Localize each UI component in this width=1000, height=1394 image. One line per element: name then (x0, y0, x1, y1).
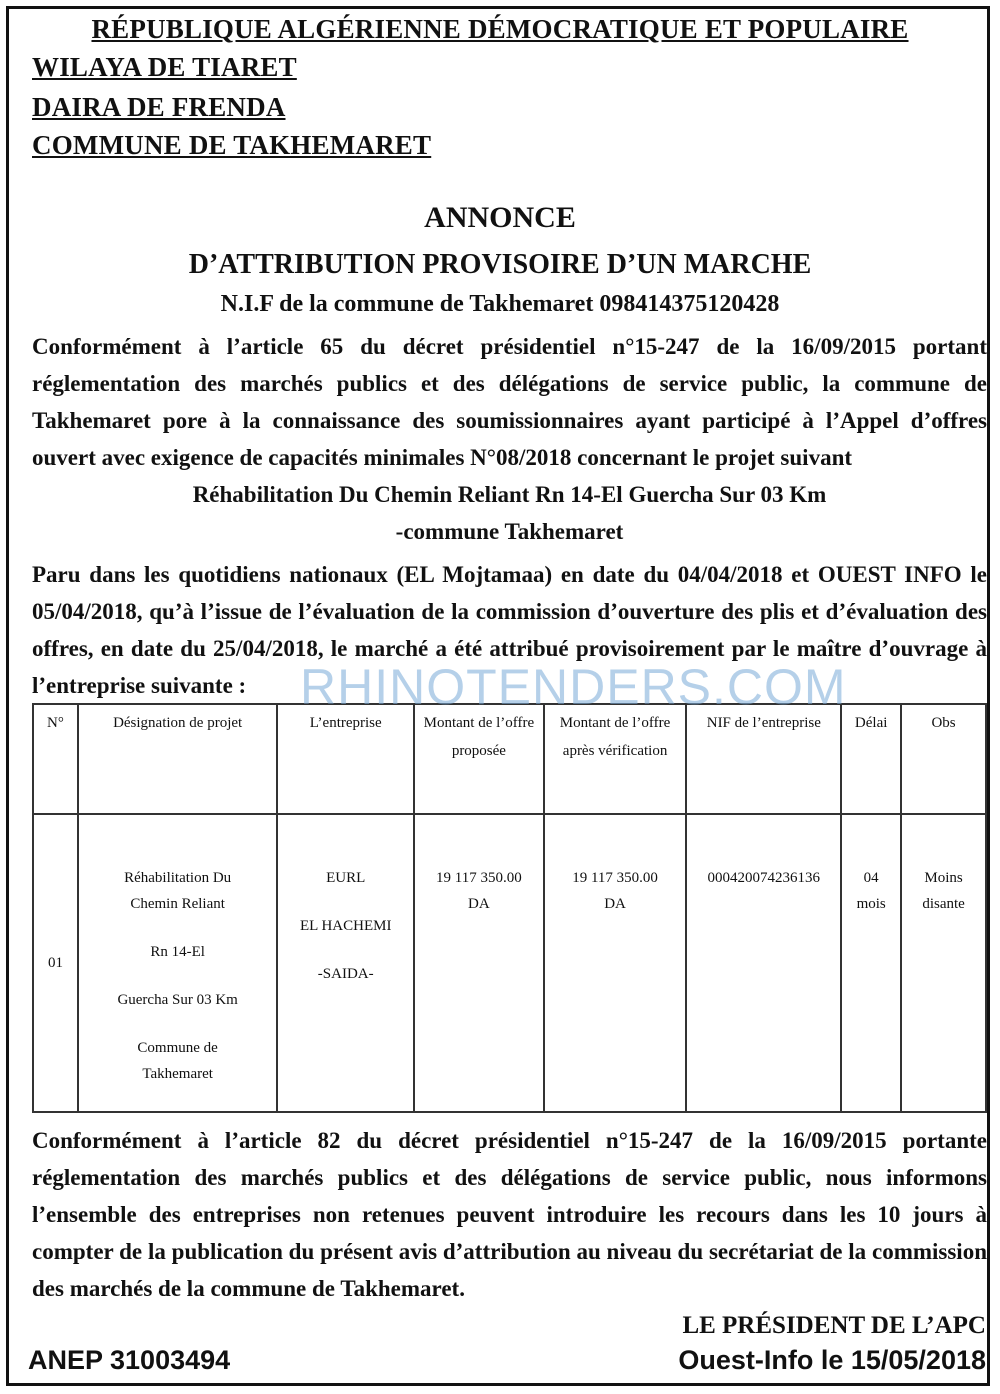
col-header-montant-verif: Montant de l’offre après vérification (544, 704, 687, 814)
anep-reference: ANEP 31003494 (28, 1345, 231, 1375)
montant-propose-value: 19 117 350.00 (436, 870, 522, 886)
montant-verif-currency: DA (604, 896, 626, 912)
col-header-delai: Délai (841, 704, 901, 814)
cell-entreprise (277, 814, 414, 1112)
country-heading: RÉPUBLIQUE ALGÉRIENNE DÉMOCRATIQUE ET POPULAIRE (91, 14, 909, 44)
col-header-nif: NIF de l’entreprise (686, 704, 841, 814)
obs-line: Moins (924, 870, 963, 886)
entreprise-line: -SAIDA- (317, 966, 374, 982)
publication-text: Paru dans les quotidiens nationaux (EL Mojtamaa) en date du 04/04/2018 et OUEST INFO le 05/04/2018, qu’à l’issue de l’évaluation de la commission d’ouverture des plis et d’évaluation des offres, en date du 25/04/2018, le marché a été attribué provisoirement par le maître d’ouvrage à l’entreprise suivante : (32, 562, 987, 698)
commune-nif: N.I.F de la commune de Takhemaret 098414375120428 (220, 291, 780, 317)
project-name-line2: -commune Takhemaret (395, 519, 624, 544)
designation-line: Rn 14-El (150, 944, 205, 960)
notice-title: ANNONCE (424, 201, 576, 234)
intro-paragraph (32, 328, 987, 550)
col-header-obs: Obs (901, 704, 986, 814)
designation-line: Guercha Sur 03 Km (117, 992, 238, 1008)
delai-value: 04 (863, 870, 879, 886)
designation-line: Takhemaret (142, 1066, 213, 1082)
delai-unit: mois (856, 896, 886, 912)
designation-line: Chemin Reliant (130, 896, 225, 912)
cell-montant-propose (414, 814, 544, 1112)
notice-subtitle: D’ATTRIBUTION PROVISOIRE D’UN MARCHE (188, 249, 812, 280)
cell-designation (78, 814, 277, 1112)
commune-heading: COMMUNE DE TAKHEMARET (32, 130, 432, 160)
publication-source: Ouest-Info le 15/05/2018 (678, 1345, 986, 1375)
montant-propose-currency: DA (468, 896, 490, 912)
watermark: RHINOTENDERS.COM (300, 659, 847, 715)
project-name-line1: Réhabilitation Du Chemin Reliant Rn 14-El Guercha Sur 03 Km (192, 482, 827, 507)
col-header-entreprise: L’entreprise (277, 704, 414, 814)
col-header-num: N° (33, 704, 78, 814)
obs-line: disante (922, 896, 965, 912)
entreprise-line: EL HACHEMI (299, 918, 392, 934)
cell-obs (901, 814, 986, 1112)
cell-nif: 000420074236136 (686, 814, 841, 1112)
cell-num: 01 (33, 814, 78, 1112)
cell-montant-verif (544, 814, 687, 1112)
wilaya-heading: WILAYA DE TIARET (32, 52, 297, 82)
designation-line: Réhabilitation Du (124, 870, 232, 886)
col-header-designation: Désignation de projet (78, 704, 277, 814)
cell-delai (841, 814, 901, 1112)
signature: LE PRÉSIDENT DE L’APC (682, 1312, 986, 1339)
intro-text: Conformément à l’article 65 du décret présidentiel n°15-247 de la 16/09/2015 portant réglementation des marchés publics et des délégations de service public, la commune de Takhemaret pore à la connaissance des soumissionnaires ayant participé à l’Appel d’offres ouvert avec exigence de capacités minimales N°08/2018 concernant le projet suivant (32, 334, 987, 470)
entreprise-line: EURL (326, 870, 366, 886)
col-header-montant-propose: Montant de l’offre proposée (414, 704, 544, 814)
table-header-row (33, 704, 986, 814)
attribution-table (32, 703, 987, 1113)
daira-heading: DAIRA DE FRENDA (32, 92, 286, 122)
montant-verif-value: 19 117 350.00 (572, 870, 658, 886)
closing-text: Conformément à l’article 82 du décret présidentiel n°15-247 de la 16/09/2015 portante réglementation des marchés publics et des délégations de service public, nous informons l’ensemble des entreprises non retenues peuvent introduire les recours dans les 10 jours à compter de la publication du présent avis d’attribution au niveau du secrétariat de la commission des marchés de la commune de Takhemaret. (32, 1128, 987, 1301)
designation-line: Commune de (137, 1040, 218, 1056)
table-row (33, 814, 986, 1112)
closing-paragraph (32, 1122, 987, 1307)
